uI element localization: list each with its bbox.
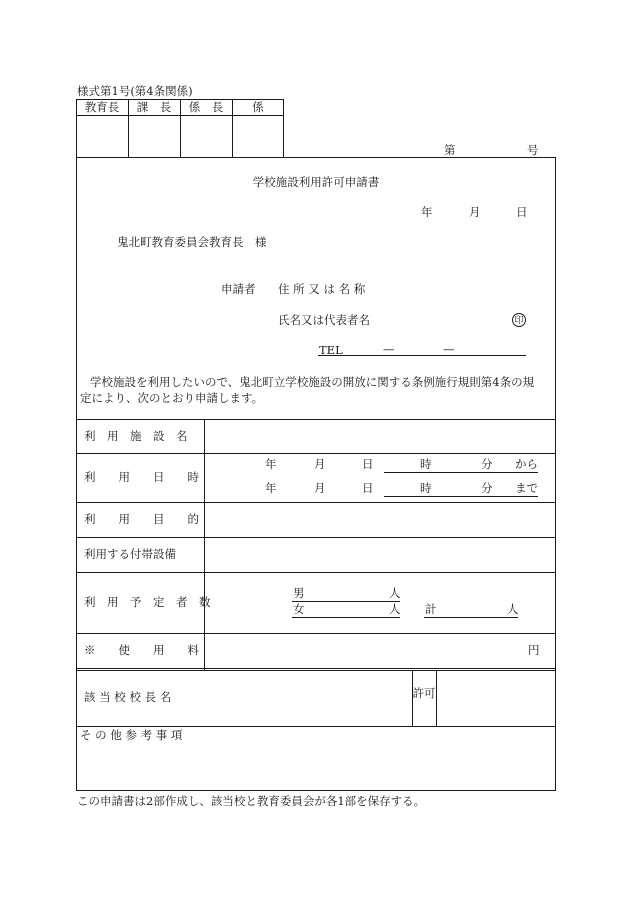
label-datetime: 利 用 日 時 bbox=[84, 470, 199, 484]
approval-header-kyoikucho: 教育長 bbox=[84, 100, 120, 114]
until-made: まで bbox=[515, 481, 538, 495]
addressee: 鬼北町教育委員会教育長 様 bbox=[117, 235, 267, 249]
footer-note: この申請書は2部作成し、該当校と教育委員会が各1部を保存する。 bbox=[77, 794, 426, 808]
receipt-dai: 第 bbox=[444, 143, 456, 157]
permit-label: 許可 bbox=[412, 686, 436, 700]
until-day: 日 bbox=[362, 481, 374, 495]
from-minute: 分 bbox=[481, 457, 493, 471]
approval-header-kakari: 係 bbox=[252, 100, 264, 114]
label-principal: 該 当 校 校 長 名 bbox=[84, 690, 172, 704]
tel-underline bbox=[318, 355, 526, 356]
tel-label: TEL bbox=[319, 343, 343, 357]
male-unit: 人 bbox=[389, 586, 401, 600]
statement-line-1: 学校施設を利用したいので、鬼北町立学校施設の開放に関する条例施行規則第4条の規 bbox=[90, 375, 535, 389]
from-hour: 時 bbox=[420, 457, 432, 471]
label-facility: 利 用 施 設 名 bbox=[84, 429, 188, 443]
label-fee: ※ 使 用 料 bbox=[84, 643, 199, 657]
form-title: 学校施設利用許可申請書 bbox=[252, 175, 380, 189]
label-purpose: 利 用 目 的 bbox=[84, 512, 199, 526]
from-kara: から bbox=[515, 457, 538, 471]
until-year: 年 bbox=[265, 481, 277, 495]
label-other: そ の 他 参 考 事 項 bbox=[80, 728, 183, 742]
tel-dash-2: — bbox=[443, 342, 455, 356]
until-month: 月 bbox=[314, 481, 326, 495]
statement-line-2: 定により、次のとおり申請します。 bbox=[80, 391, 264, 405]
fee-unit: 円 bbox=[528, 643, 540, 657]
male-label: 男 bbox=[293, 586, 305, 600]
receipt-go: 号 bbox=[527, 143, 539, 157]
address-label: 住 所 又 は 名 称 bbox=[278, 282, 366, 296]
from-day: 日 bbox=[362, 457, 374, 471]
from-month: 月 bbox=[314, 457, 326, 471]
total-unit: 人 bbox=[507, 602, 519, 616]
female-label: 女 bbox=[293, 602, 305, 616]
seal-mark: 印 bbox=[512, 313, 526, 327]
date-year: 年 bbox=[421, 205, 433, 219]
female-unit: 人 bbox=[389, 602, 401, 616]
name-label: 氏名又は代表者名 bbox=[278, 313, 370, 327]
form-number: 様式第1号(第4条関係) bbox=[77, 84, 193, 98]
approval-header-kakaricho: 係 長 bbox=[188, 100, 224, 114]
date-month: 月 bbox=[469, 205, 481, 219]
until-minute: 分 bbox=[481, 481, 493, 495]
label-people: 利 用 予 定 者 数 bbox=[84, 595, 211, 609]
total-label: 計 bbox=[425, 602, 437, 616]
approval-header-kacho: 課 長 bbox=[136, 100, 172, 114]
from-year: 年 bbox=[265, 457, 277, 471]
tel-dash-1: — bbox=[383, 342, 395, 356]
until-hour: 時 bbox=[420, 481, 432, 495]
applicant-label: 申請者 bbox=[221, 282, 256, 296]
label-equipment: 利用する付帯設備 bbox=[84, 547, 176, 561]
date-day: 日 bbox=[516, 205, 528, 219]
